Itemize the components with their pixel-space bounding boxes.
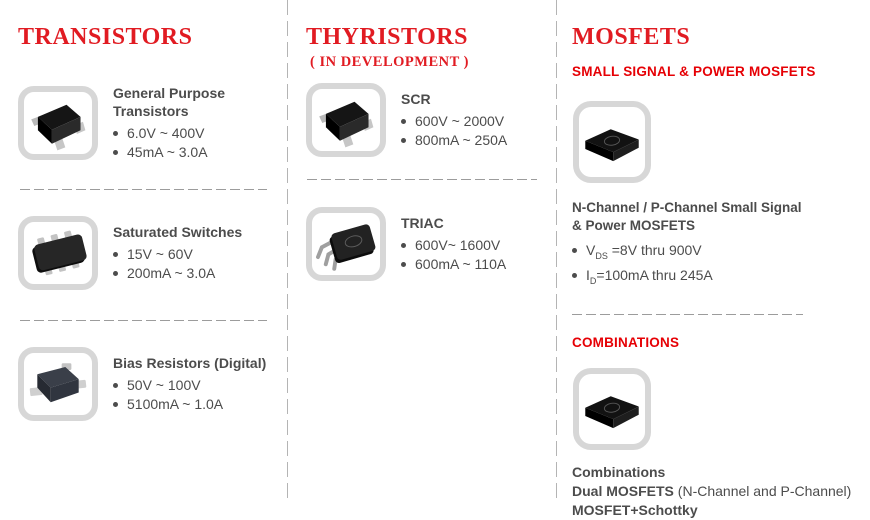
- mosfets-column: [572, 24, 862, 520]
- product-item-text: [401, 214, 506, 274]
- spec-bullet: 5100mA ~ 1.0A: [113, 395, 266, 414]
- combinations-heading: COMBINATIONS: [572, 334, 680, 350]
- spec-bullet: $V_{DS} =8V$ thru 900V: [572, 241, 862, 266]
- product-item-text: [113, 84, 225, 162]
- item-title-line: Bias Resistors (Digital): [113, 355, 267, 371]
- description-line: & Power MOSFETS: [572, 218, 696, 233]
- thyristors-subtitle: ( IN DEVELOPMENT ): [310, 54, 469, 70]
- package-image-box: [18, 216, 98, 290]
- sot26-package-icon: [26, 224, 90, 282]
- spec-list: [113, 124, 225, 162]
- spec-bullet: 45mA ~ 3.0A: [113, 143, 225, 162]
- mosfets-description: [572, 199, 862, 235]
- spec-bullet: 15V ~ 60V: [113, 245, 242, 264]
- spec-list: [572, 241, 862, 291]
- spec-list: [113, 245, 242, 283]
- combinations-line: Combinations: [572, 463, 666, 480]
- combinations-line: MOSFET+Schottky: [572, 501, 698, 518]
- item-title-line: Transistors: [113, 103, 189, 119]
- thyristors-title: THYRISTORS: [306, 24, 468, 50]
- section-divider: [572, 314, 803, 315]
- package-image-box: [18, 347, 98, 421]
- transistors-title: TRANSISTORS: [18, 24, 193, 50]
- column-divider-2: [556, 0, 557, 498]
- spec-bullet: $I_D=100mA$ thru 245A: [572, 266, 862, 291]
- product-item-saturated-switches: [18, 216, 280, 290]
- spec-bullet: 600V ~ 2000V: [401, 112, 507, 131]
- description-line: N-Channel / P-Channel Small Signal: [572, 200, 802, 215]
- package-image-box: [573, 101, 651, 183]
- product-item-bias-resistors: [18, 347, 280, 421]
- transistors-column: [18, 24, 280, 421]
- combinations-description: [572, 463, 862, 520]
- spec-list: [401, 112, 507, 150]
- spec-bullet: 50V ~ 100V: [113, 376, 266, 395]
- sot23-package-icon: [27, 95, 89, 151]
- mosfets-title: MOSFETS: [572, 24, 691, 50]
- product-item-general-purpose-transistors: [18, 84, 280, 162]
- section-divider: [20, 189, 267, 190]
- column-divider-1: [287, 0, 288, 498]
- package-image-box: [306, 207, 386, 281]
- spec-bullet: 6.0V ~ 400V: [113, 124, 225, 143]
- section-divider: [307, 179, 537, 180]
- item-title-line: Saturated Switches: [113, 224, 243, 240]
- spec-bullet: 800mA ~ 250A: [401, 131, 507, 150]
- spec-bullet: 600mA ~ 110A: [401, 255, 506, 274]
- small-signal-heading: SMALL SIGNAL & POWER MOSFETS: [572, 64, 816, 79]
- product-item-scr: [306, 83, 550, 157]
- product-item-triac: [306, 207, 550, 281]
- product-item-text: [113, 223, 242, 283]
- product-item-text: [401, 90, 507, 150]
- spec-bullet: 200mA ~ 3.0A: [113, 264, 242, 283]
- spec-bullet: 600V~ 1600V: [401, 236, 506, 255]
- item-title-line: SCR: [401, 91, 431, 107]
- thyristors-column: [306, 24, 550, 281]
- spec-list: [401, 236, 506, 274]
- package-image-box: [573, 368, 651, 450]
- dfn-package-icon: [580, 381, 644, 437]
- spec-list: [113, 376, 266, 414]
- package-image-box: [18, 86, 98, 160]
- dfn-package-icon: [580, 114, 644, 170]
- product-item-text: [113, 354, 266, 414]
- sot23-package-icon: [315, 92, 377, 148]
- combinations-line: Dual MOSFETS (N-Channel and P-Channel): [572, 482, 852, 499]
- item-title-line: General Purpose: [113, 85, 226, 101]
- sot323-package-icon: [27, 356, 89, 412]
- section-divider: [20, 320, 267, 321]
- dpak-package-icon: [313, 214, 379, 274]
- item-title-line: TRIAC: [401, 215, 444, 231]
- package-image-box: [306, 83, 386, 157]
